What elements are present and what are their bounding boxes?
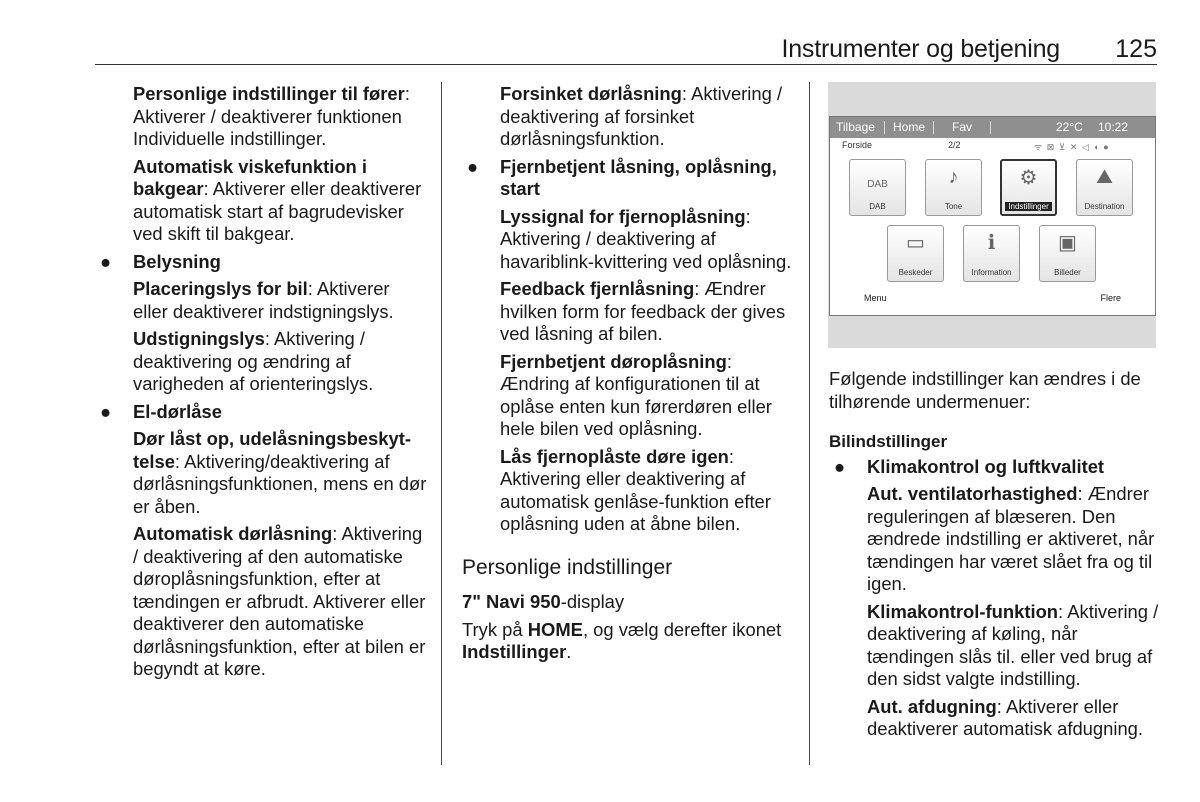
press-text-2: , og vælg derefter ikonet xyxy=(582,618,782,640)
status-icons: ᯤ ⊠ ⊻ ✕ ◁ ◖ ● xyxy=(1034,142,1110,152)
relock-text: : Aktivering eller deaktivering af automatisk genlåse-funktion efter oplåsning uden at åbne bilen. xyxy=(500,445,771,534)
personal-settings-text: : Aktiverer / deaktiverer funktionen Individuelle indstillinger. xyxy=(133,83,410,149)
remote-unlock-text: : Ændring af konfigurationen til at oplåse enten kun førerdøren eller hele bilen ved oplåsning. xyxy=(500,350,772,439)
bullet-dot: ● xyxy=(834,455,846,477)
auto-defog-para xyxy=(867,696,1159,741)
tone-tile-label: Tone xyxy=(944,202,963,211)
fav-button[interactable]: Fav xyxy=(952,120,973,134)
light-signal-text: : Aktivering / deaktivering af havariblink-kvittering ved oplåsning. xyxy=(500,205,792,272)
column-2 xyxy=(467,83,792,541)
position-lights-text: : Aktiverer eller deaktiverer indstigningslys. xyxy=(133,278,394,322)
auto-wiper-label-1: Automatisk viskefunktion i xyxy=(133,155,368,177)
personal-settings-label: Personlige indstillinger til fører xyxy=(133,83,405,104)
column-2-section xyxy=(462,556,792,669)
page-name: Forside xyxy=(842,140,873,150)
pictures-icon: ▣ xyxy=(1058,232,1077,254)
auto-defog-text: : Aktiverer eller deaktiverer automatisk afdugning. xyxy=(867,695,1144,739)
screen-title-bar xyxy=(830,117,1155,138)
climate-function-text: : Aktivering / deaktivering af køling, når tændingen slås til. eller ved brug af den sidst valgte indstilling. xyxy=(867,600,1159,689)
relock-label: Lås fjernoplåste døre igen xyxy=(500,445,729,467)
title-bar-separator xyxy=(884,121,885,134)
personal-settings-para xyxy=(133,83,428,151)
title-bar-separator xyxy=(933,121,934,134)
delayed-lock-text: : Aktivering / deaktivering af forsinket dørlåsningsfunktion. xyxy=(500,83,783,149)
bullet-remote-label-2: start xyxy=(500,178,540,199)
fan-speed-text: : Ændrer reguleringen af blæseren. Den ændrede indstilling er aktiveret, når tændingen har været slået fra og til igen. xyxy=(867,483,1155,594)
temperature-readout: 22°C xyxy=(1056,120,1083,134)
page-header-title: Instrumenter og betjening xyxy=(781,35,1060,63)
page-count: 2/2 xyxy=(948,140,961,150)
bullet-dot: ● xyxy=(100,400,112,422)
auto-door-lock-para xyxy=(133,523,428,681)
car-settings-heading: Bilindstillinger xyxy=(829,432,948,451)
more-button[interactable]: Flere xyxy=(1100,293,1121,303)
header-divider xyxy=(95,64,1157,65)
title-bar-separator xyxy=(990,121,991,134)
bullet-dot: ● xyxy=(467,155,479,177)
section-heading: Personlige indstillinger xyxy=(462,556,673,579)
destination-tile-label: Destination xyxy=(1084,202,1125,211)
back-button[interactable]: Tilbage xyxy=(836,120,875,134)
auto-door-lock-text: : Aktivering / deaktivering af den automatiske døroplåsningsfunktion, efter at tændingen er afbrudt. Aktiverer eller deaktiverer den automatiske dørlåsningsfunktion, efter at bilen er begyndt at køre. xyxy=(133,523,426,679)
auto-wiper-para xyxy=(133,156,428,246)
auto-door-lock-label: Automatisk dørlåsning xyxy=(133,523,333,544)
remote-unlock-label: Fjernbetjent døroplåsning xyxy=(500,350,727,372)
relock-para xyxy=(500,446,792,536)
bullet-lighting-label: Belysning xyxy=(133,250,221,272)
messages-icon: ▭ xyxy=(906,232,925,254)
dab-tile-label: DAB xyxy=(869,202,886,211)
bullet-door-locks-label: El-dørlåse xyxy=(133,400,222,422)
tone-tile[interactable] xyxy=(925,159,982,216)
auto-defog-label: Aut. afdugning xyxy=(867,695,997,717)
position-lights-para xyxy=(133,278,428,323)
dab-icon: DAB xyxy=(867,179,888,190)
bullet-climate-label: Klimakontrol og luftkvalitet xyxy=(867,455,1105,477)
bullet-dot: ● xyxy=(100,250,112,272)
tone-icon: ♪ xyxy=(948,166,959,188)
remote-unlock-para xyxy=(500,351,792,441)
fan-speed-label: Aut. ventilatorhastighed xyxy=(867,483,1078,504)
door-unlocked-label-1: Dør låst op, udelåsningsbeskyt- xyxy=(133,428,411,449)
messages-tile[interactable] xyxy=(887,225,944,282)
home-button[interactable]: Home xyxy=(893,120,926,134)
pictures-tile-label: Billeder xyxy=(1054,268,1081,277)
exit-lights-label: Udstigningslys xyxy=(133,328,265,349)
messages-tile-label: Beskeder xyxy=(898,268,933,277)
settings-icon: ⚙ xyxy=(1019,167,1038,189)
bullet-lighting xyxy=(100,250,428,274)
feedback-label: Feedback fjernlåsning xyxy=(500,278,695,299)
door-unlocked-para xyxy=(133,428,428,518)
pictures-tile[interactable] xyxy=(1039,225,1096,282)
position-lights-label: Placeringslys for bil xyxy=(133,278,308,299)
intro-para: Følgende indstillinger kan ændres i de tilhørende undermenuer: xyxy=(829,368,1141,412)
auto-wiper-label-2: bakgear xyxy=(133,178,204,199)
column-1 xyxy=(100,83,428,686)
press-home: HOME xyxy=(527,618,583,640)
door-unlocked-label-2: telse xyxy=(133,450,175,472)
infotainment-screen xyxy=(829,116,1156,316)
navi-display-line xyxy=(462,591,792,614)
destination-icon: ⛰ xyxy=(1096,166,1113,188)
auto-wiper-text: : Aktiverer eller deaktiverer automatisk start af bagrudevisker ved skift til bakgear. xyxy=(133,178,422,244)
column-divider-1 xyxy=(441,82,442,765)
door-unlocked-text: : Aktivering/deaktivering af dørlåsningsfunktionen, mens en dør er åben. xyxy=(133,450,427,517)
bullet-door-locks xyxy=(100,400,428,424)
clock-readout: 10:22 xyxy=(1098,120,1129,134)
exit-lights-text: : Aktivering / deaktivering og ændring af varigheden af orienteringslys. xyxy=(133,328,374,394)
destination-tile[interactable] xyxy=(1076,159,1133,216)
feedback-para xyxy=(500,278,792,346)
information-icon: ℹ xyxy=(987,232,996,254)
press-home-para xyxy=(462,619,792,664)
information-tile[interactable] xyxy=(963,225,1020,282)
bullet-climate xyxy=(834,455,1159,479)
climate-function-para xyxy=(867,601,1159,691)
menu-button[interactable]: Menu xyxy=(864,293,887,303)
delayed-lock-para xyxy=(500,83,792,151)
settings-tile[interactable] xyxy=(1000,159,1057,216)
information-tile-label: Information xyxy=(971,268,1012,277)
exit-lights-para xyxy=(133,328,428,396)
fan-speed-para xyxy=(867,483,1159,596)
navi-display-bold: 7" Navi 950 xyxy=(462,591,561,612)
light-signal-label: Lyssignal for fjernoplåsning xyxy=(500,205,746,227)
page-number: 125 xyxy=(1115,35,1157,63)
press-text-1: Tryk på xyxy=(462,618,528,640)
column-divider-2 xyxy=(809,82,810,765)
press-text-3: . xyxy=(566,641,572,662)
screen-status-line xyxy=(830,138,1155,153)
dab-tile[interactable] xyxy=(849,159,906,216)
bullet-remote-label-1: Fjernbetjent låsning, oplåsning, xyxy=(500,155,777,177)
column-3 xyxy=(829,368,1159,746)
feedback-text: : Ændrer hvilken form for feedback der gives ved låsning af bilen. xyxy=(500,278,786,344)
press-settings: Indstillinger xyxy=(462,641,567,662)
bullet-remote xyxy=(467,155,792,201)
settings-tile-label: Indstillinger xyxy=(1005,202,1052,211)
navi-display-rest: -display xyxy=(560,591,625,612)
light-signal-para xyxy=(500,206,792,274)
climate-function-label: Klimakontrol-funktion xyxy=(867,600,1059,622)
delayed-lock-label: Forsinket dørlåsning xyxy=(500,83,682,104)
